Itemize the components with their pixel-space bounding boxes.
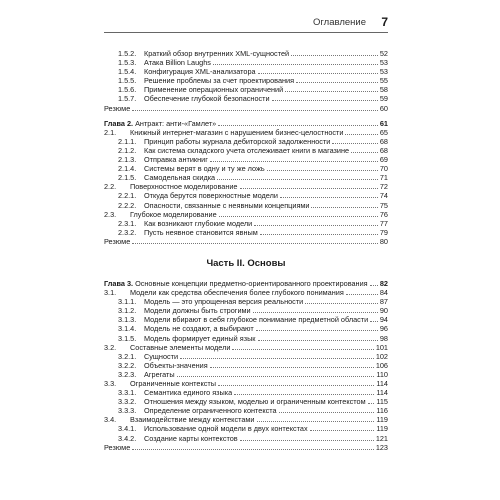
toc-entry	[104, 388, 388, 397]
toc-page: 70	[379, 164, 388, 174]
leader-dots	[280, 191, 378, 198]
toc-entry	[104, 146, 388, 155]
toc-page: 101	[375, 342, 388, 352]
toc-entry	[104, 201, 388, 210]
toc-entry-title: Использование одной модели в двух контекстах	[144, 424, 308, 434]
leader-dots	[267, 164, 378, 171]
toc-entry-number: 2.1.	[104, 127, 117, 137]
toc-entry-number: 3.2.2.	[118, 360, 137, 370]
leader-dots	[253, 306, 378, 313]
toc-entry	[104, 434, 388, 443]
toc-page: 69	[379, 155, 388, 165]
toc-entry	[104, 397, 388, 406]
leader-dots	[370, 279, 378, 286]
toc-entry-number: 2.2.	[104, 182, 117, 192]
leader-dots	[351, 146, 378, 153]
toc-page: 106	[375, 360, 388, 370]
toc-entry	[104, 424, 388, 433]
header-rule	[104, 32, 388, 33]
toc-entry-title: Объекты-значения	[144, 360, 208, 370]
toc-page: 71	[379, 173, 388, 183]
toc-page: 80	[379, 236, 388, 246]
leader-dots	[177, 370, 375, 377]
toc-entry	[104, 128, 388, 137]
toc-entry	[104, 352, 388, 361]
chapter-title: Основные концепции предметно-ориентированного проектирования	[135, 278, 368, 288]
toc-page: 119	[376, 415, 388, 425]
toc-page: 55	[379, 76, 388, 86]
leader-dots	[217, 173, 378, 180]
chapter-label: Глава 2.	[104, 118, 134, 128]
leader-dots	[272, 94, 378, 101]
toc-page: 114	[376, 388, 388, 398]
toc-section-chapter2	[104, 128, 388, 246]
toc-entry	[104, 237, 388, 246]
toc-entry-title: Составные элементы модели	[130, 342, 231, 352]
toc-entry-title: Опасности, связанные с неявными концепциями	[144, 200, 310, 210]
toc-entry-number: 3.1.5.	[118, 333, 137, 343]
toc-entry-title: Откуда берутся поверхностные модели	[144, 191, 278, 201]
toc-entry-number: 3.2.3.	[118, 369, 137, 379]
toc-entry-title: Применение операционных ограничений	[144, 85, 284, 95]
table-of-contents	[104, 49, 388, 452]
toc-entry	[104, 104, 388, 113]
toc-page: 116	[376, 406, 388, 416]
toc-page: 60	[379, 103, 388, 113]
toc-page: 94	[379, 315, 388, 325]
toc-entry-number: 3.2.	[104, 342, 117, 352]
leader-dots	[132, 443, 374, 450]
toc-entry-title: Решение проблемы за счет проектирования	[144, 76, 295, 86]
toc-page: 53	[379, 67, 388, 77]
toc-entry-title: Семантика единого языка	[144, 388, 233, 398]
toc-entry-title: Создание карты контекстов	[144, 433, 238, 443]
leader-dots	[132, 104, 378, 111]
toc-entry-title: Сущности	[144, 351, 179, 361]
leader-dots	[213, 58, 378, 65]
toc-entry	[104, 334, 388, 343]
toc-entry	[104, 164, 388, 173]
toc-entry-number: 3.3.	[104, 379, 117, 388]
toc-entry-number: 3.2.1.	[118, 351, 137, 361]
leader-dots	[260, 228, 378, 235]
toc-page: 121	[375, 433, 388, 443]
toc-entry-number: 2.1.5.	[118, 173, 137, 183]
toc-entry-title: Резюме	[104, 103, 131, 113]
toc-entry-title: Агрегаты	[144, 369, 175, 379]
toc-entry-number: 1.5.4.	[118, 67, 137, 77]
leader-dots	[218, 119, 378, 126]
toc-entry-number: 2.3.	[104, 209, 117, 219]
toc-page: 53	[379, 58, 388, 68]
leader-dots	[210, 361, 374, 368]
toc-entry-title: Самодельная скидка	[144, 173, 216, 183]
toc-entry	[104, 324, 388, 333]
toc-page: 75	[379, 200, 388, 210]
toc-entry-number: 2.3.2.	[118, 227, 137, 237]
toc-entry-number: 3.4.1.	[118, 424, 137, 434]
toc-entry	[104, 306, 388, 315]
leader-dots	[296, 76, 378, 83]
page-header	[104, 16, 388, 32]
toc-entry-number: 1.5.7.	[118, 94, 137, 104]
toc-entry-number: 3.1.1.	[118, 297, 137, 307]
toc-entry	[104, 361, 388, 370]
leader-dots	[291, 49, 378, 56]
toc-entry	[104, 343, 388, 352]
toc-page: 76	[379, 209, 388, 219]
toc-entry	[104, 379, 388, 388]
toc-entry-title: Модели должны быть строгими	[144, 306, 251, 316]
toc-entry-number: 1.5.3.	[118, 58, 137, 68]
chapter-label: Глава 3.	[104, 278, 134, 288]
toc-entry-number: 2.2.1.	[118, 191, 137, 201]
toc-entry	[104, 67, 388, 76]
leader-dots	[232, 343, 373, 350]
leader-dots	[132, 237, 378, 244]
toc-section-chapter3	[104, 288, 388, 452]
toc-page: 119	[376, 424, 388, 434]
toc-entry	[104, 210, 388, 219]
toc-entry	[104, 58, 388, 67]
leader-dots	[240, 182, 378, 189]
toc-entry-number: 2.3.1.	[118, 218, 137, 228]
toc-entry	[104, 85, 388, 94]
toc-entry-number: 1.5.2.	[118, 49, 137, 58]
toc-page: 58	[379, 85, 388, 95]
leader-dots	[345, 128, 377, 135]
toc-entry-number: 2.1.3.	[118, 155, 137, 165]
toc-page: 52	[379, 49, 388, 58]
toc-chapter-2	[104, 119, 388, 128]
toc-entry-title: Взаимодействие между контекстами	[130, 415, 255, 425]
leader-dots	[257, 415, 375, 422]
leader-dots	[368, 397, 375, 404]
toc-entry-title: Обеспечение глубокой безопасности	[144, 94, 270, 104]
toc-entry-number: 3.1.	[104, 288, 117, 298]
leader-dots	[332, 137, 378, 144]
toc-page: 115	[376, 397, 388, 407]
toc-page: 114	[376, 379, 388, 388]
toc-entry-title: Поверхностное моделирование	[130, 182, 238, 192]
leader-dots	[258, 334, 378, 341]
toc-entry-title: Атака Billion Laughs	[144, 58, 211, 68]
toc-entry-number: 1.5.5.	[118, 76, 137, 86]
leader-dots	[218, 379, 374, 386]
leader-dots	[258, 67, 378, 74]
toc-entry-title: Книжный интернет-магазин с нарушением бизнес-целостности	[130, 127, 344, 137]
leader-dots	[219, 210, 378, 217]
leader-dots	[370, 315, 378, 322]
toc-entry-title: Конфигурация XML-анализатора	[144, 67, 256, 77]
toc-entry-title: Определение ограниченного контекста	[144, 406, 277, 416]
toc-entry	[104, 137, 388, 146]
toc-entry-title: Резюме	[104, 236, 131, 246]
toc-entry-number: 3.3.3.	[118, 406, 137, 416]
toc-page: 87	[379, 297, 388, 307]
leader-dots	[310, 424, 375, 431]
toc-entry	[104, 297, 388, 306]
toc-page: 110	[376, 369, 388, 379]
part-heading: Часть II. Основы	[206, 257, 286, 269]
toc-entry-title: Отправка антикниг	[144, 155, 208, 165]
toc-page: 61	[379, 118, 388, 128]
toc-entry	[104, 49, 388, 58]
toc-section-chapter1-tail	[104, 49, 388, 113]
toc-page: 102	[375, 351, 388, 361]
toc-page: 72	[379, 182, 388, 192]
toc-page: 90	[379, 306, 388, 316]
toc-entry-title: Модель не создают, а выбирают	[144, 324, 254, 334]
toc-entry	[104, 155, 388, 164]
leader-dots	[311, 201, 377, 208]
toc-page: 82	[379, 278, 388, 288]
toc-entry	[104, 370, 388, 379]
toc-entry-title: Модели вбирают в себя глубокое понимание предметной области	[144, 315, 369, 325]
toc-entry	[104, 228, 388, 237]
toc-page: 77	[379, 218, 388, 228]
toc-entry-number: 1.5.6.	[118, 85, 137, 95]
toc-entry-title: Отношения между языком, моделью и ограниченным контекстом	[144, 397, 366, 407]
toc-entry-number: 2.1.1.	[118, 136, 137, 146]
page-number: 7	[381, 15, 388, 29]
toc-entry-title: Ограниченные контексты	[130, 379, 216, 388]
toc-entry-title: Как возникают глубокие модели	[144, 218, 253, 228]
toc-entry-number: 3.4.2.	[118, 433, 137, 443]
toc-page: 96	[379, 324, 388, 334]
toc-entry-title: Принцип работы журнала дебиторской задолженности	[144, 136, 331, 146]
toc-entry-title: Глубокое моделирование	[130, 209, 217, 219]
leader-dots	[285, 85, 378, 92]
toc-page: 65	[379, 127, 388, 137]
toc-entry	[104, 76, 388, 85]
toc-entry-title: Пусть неявное становится явным	[144, 227, 258, 237]
toc-entry-number: 2.1.4.	[118, 164, 137, 174]
chapter-title: Антракт: анти-«Гамлет»	[135, 118, 217, 128]
toc-entry-title: Резюме	[104, 442, 131, 452]
toc-entry-number: 3.1.3.	[118, 315, 137, 325]
toc-entry-number: 2.2.2.	[118, 200, 137, 210]
toc-page: 84	[379, 288, 388, 298]
toc-entry-title: Краткий обзор внутренних XML-сущностей	[144, 49, 290, 58]
toc-entry-title: Как система складского учета отслеживает книги в магазине	[144, 145, 350, 155]
toc-entry	[104, 406, 388, 415]
toc-entry	[104, 415, 388, 424]
toc-entry	[104, 315, 388, 324]
toc-entry-number: 3.1.4.	[118, 324, 137, 334]
leader-dots	[254, 219, 378, 226]
toc-entry-number: 3.4.	[104, 415, 117, 425]
toc-entry	[104, 288, 388, 297]
toc-entry-number: 3.1.2.	[118, 306, 137, 316]
toc-entry-number: 3.3.1.	[118, 388, 137, 398]
toc-entry-title: Модель формирует единый язык	[144, 333, 256, 343]
leader-dots	[210, 155, 378, 162]
running-header-title: Оглавление	[313, 17, 366, 28]
toc-page: 68	[379, 145, 388, 155]
toc-page: 79	[379, 227, 388, 237]
toc-page: 59	[379, 94, 388, 104]
toc-page: 123	[375, 442, 388, 452]
leader-dots	[180, 352, 374, 359]
toc-entry	[104, 173, 388, 182]
toc-entry-number: 2.1.2.	[118, 145, 137, 155]
leader-dots	[240, 434, 374, 441]
leader-dots	[256, 324, 378, 331]
toc-entry-title: Модель — это упрощенная версия реальности	[144, 297, 304, 307]
toc-entry	[104, 191, 388, 200]
leader-dots	[279, 406, 375, 413]
toc-chapter-3	[104, 279, 388, 288]
toc-entry-title: Модели как средства обеспечения более глубокого понимания	[130, 288, 344, 298]
toc-entry	[104, 219, 388, 228]
leader-dots	[234, 388, 374, 395]
leader-dots	[346, 288, 378, 295]
toc-entry	[104, 443, 388, 452]
toc-entry	[104, 94, 388, 103]
leader-dots	[305, 297, 378, 304]
toc-page: 68	[379, 136, 388, 146]
toc-page: 98	[379, 333, 388, 343]
toc-entry-number: 3.3.2.	[118, 397, 137, 407]
toc-entry-title: Системы верят в одну и ту же ложь	[144, 164, 265, 174]
toc-entry	[104, 182, 388, 191]
toc-page: 74	[379, 191, 388, 201]
